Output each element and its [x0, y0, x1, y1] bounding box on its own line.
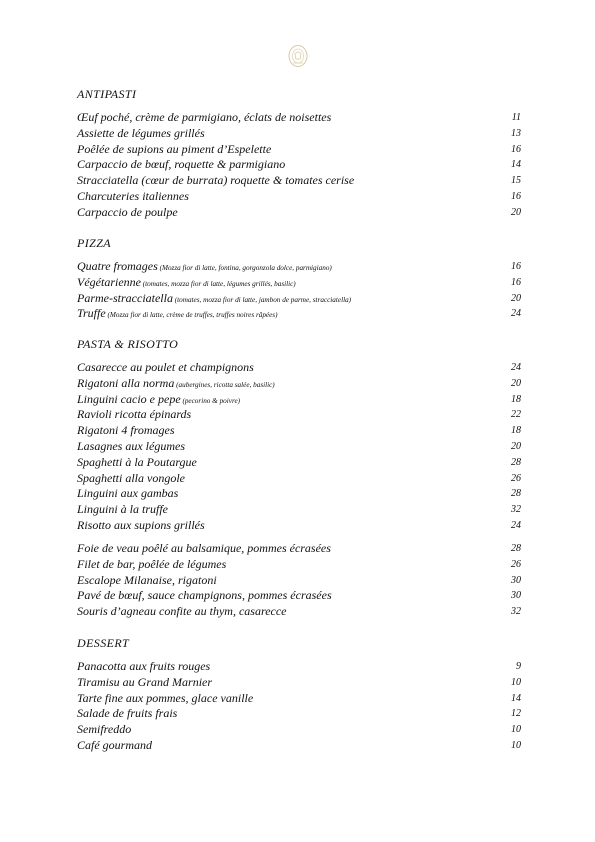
menu-item [77, 306, 521, 322]
dish-name: Végétarienne [77, 274, 141, 289]
menu-list [77, 259, 521, 322]
menu-item [77, 455, 521, 471]
section-title: ANTIPASTI [77, 87, 137, 101]
menu-item [77, 407, 521, 423]
menu-item [77, 659, 521, 675]
menu-item-price: 26 [511, 472, 521, 484]
dish-description: (Mozza fior di latte, fontina, gorgonzola dolce, parmigiano) [157, 264, 332, 272]
menu-item [77, 588, 521, 604]
menu-item-price: 24 [511, 519, 521, 531]
dish-name: Poêlée de supions au piment d’Espelette [77, 141, 272, 156]
menu-item-name [77, 110, 331, 126]
menu-item-price: 14 [511, 692, 521, 704]
menu-item [77, 173, 521, 189]
menu-item-price: 30 [511, 590, 521, 602]
menu-item-name [77, 573, 217, 589]
menu-item-price: 20 [511, 206, 521, 218]
menu-item-name [77, 407, 191, 423]
dish-name: Linguini à la truffe [77, 502, 169, 517]
menu-list [77, 110, 521, 221]
menu-item [77, 259, 521, 275]
menu-item-price: 20 [511, 292, 521, 304]
menu-item [77, 502, 521, 518]
menu-item-name [77, 423, 175, 439]
menu-item [77, 439, 521, 455]
dish-description: (tomates, mozza fior di latte, légumes grillés, basilic) [140, 279, 296, 288]
menu-item-price: 10 [511, 739, 521, 751]
menu-list [77, 659, 521, 754]
menu-item-price: 24 [511, 308, 521, 320]
menu-item-name [77, 486, 178, 502]
menu-item [77, 738, 521, 754]
dish-description: (aubergines, ricotta salée, basilic) [174, 380, 275, 389]
menu-item [77, 604, 521, 620]
dish-name: Lasagnes aux légumes [77, 438, 185, 453]
menu-item-name [77, 541, 331, 557]
menu-item [77, 291, 521, 307]
menu-item [77, 142, 521, 158]
dish-name: Parme-stracciatella [77, 290, 173, 305]
dish-description: (Mozza fior di latte, crème de truffes, truffes noires râpées) [105, 311, 278, 320]
menu-item-name [77, 557, 226, 573]
menu-item [77, 205, 521, 221]
menu-item-name [77, 142, 271, 158]
dish-name: Assiette de légumes grillés [77, 125, 205, 140]
section-title: PASTA & RISOTTO [77, 337, 179, 351]
menu-item [77, 573, 521, 589]
menu-item [77, 471, 521, 487]
dish-name: Carpaccio de poulpe [77, 204, 178, 219]
menu-item [77, 275, 521, 291]
dish-name: Ravioli ricotta épinards [77, 407, 192, 422]
menu-item-price: 20 [511, 440, 521, 452]
menu-item [77, 126, 521, 142]
dish-description: (pecorino & poivre) [180, 396, 241, 405]
menu-item-price: 20 [511, 377, 521, 389]
menu-item [77, 518, 521, 534]
menu-item-name [77, 205, 178, 221]
menu-item-name [77, 471, 185, 487]
menu-item-price: 24 [511, 362, 521, 373]
section-mains [77, 541, 521, 620]
dish-name: Linguini aux gambas [77, 486, 179, 501]
menu-item-name [77, 157, 285, 173]
dish-name: Carpaccio de bœuf, roquette & parmigiano [77, 157, 286, 172]
menu-item [77, 189, 521, 205]
menu-item-price: 30 [511, 574, 521, 586]
dish-name: Filet de bar, poêlée de légumes [77, 556, 227, 571]
menu-item-price: 13 [511, 127, 521, 139]
dish-name: Pavé de bœuf, sauce champignons, pommes écrasées [77, 588, 332, 603]
menu-item-name [77, 455, 197, 471]
menu-item [77, 541, 521, 557]
dish-name: Casarecce au poulet et champignons [77, 360, 254, 374]
menu-item-name [77, 189, 189, 205]
menu-item-price: 16 [511, 190, 521, 202]
menu-item-name [77, 588, 332, 604]
menu-item-price: 28 [511, 488, 521, 500]
dish-name: Linguini cacio e pepe [77, 391, 181, 406]
menu-item-price: 10 [511, 724, 521, 736]
dish-name: Truffe [77, 306, 106, 321]
menu-item-name [77, 126, 205, 142]
dish-name: Tiramisu au Grand Marnier [77, 674, 213, 689]
section-pizza [77, 235, 521, 322]
menu-item-price: 16 [511, 276, 521, 288]
menu-item [77, 486, 521, 502]
menu-item [77, 376, 521, 392]
dish-name: Panacotta aux fruits rouges [77, 659, 211, 673]
crest-emblem-icon [287, 44, 309, 68]
menu-item [77, 157, 521, 173]
menu-item-price: 10 [511, 676, 521, 688]
dish-name: Café gourmand [77, 737, 152, 752]
menu-item [77, 706, 521, 722]
dish-name: Spaghetti à la Poutargue [77, 454, 197, 469]
menu-item-name [77, 604, 287, 620]
menu-item-name [77, 306, 278, 324]
dish-name: Quatre fromages [77, 259, 158, 273]
menu-item-price: 15 [511, 175, 521, 187]
menu-item-price: 16 [511, 143, 521, 155]
section-pasta-risotto [77, 336, 521, 534]
menu-item [77, 691, 521, 707]
menu-item-price: 32 [511, 606, 521, 618]
menu-item-price: 32 [511, 504, 521, 516]
dish-name: Foie de veau poêlé au balsamique, pommes écrasées [77, 541, 331, 555]
dish-name: Rigatoni 4 fromages [77, 423, 175, 438]
menu-item-price: 26 [511, 558, 521, 570]
dish-name: Œuf poché, crème de parmigiano, éclats de noisettes [77, 110, 332, 124]
menu-item-name [77, 518, 205, 534]
dish-name: Rigatoni alla norma [77, 375, 175, 390]
section-title: DESSERT [77, 636, 130, 650]
menu-item-price: 22 [511, 409, 521, 421]
menu-item [77, 360, 521, 376]
section-dessert [77, 635, 521, 754]
menu-item-name [77, 691, 253, 707]
menu-item [77, 110, 521, 126]
menu-list [77, 360, 521, 534]
menu-item [77, 557, 521, 573]
dish-name: Spaghetti alla vongole [77, 470, 185, 485]
menu-item-price: 28 [511, 456, 521, 468]
dish-name: Escalope Milanaise, rigatoni [77, 572, 217, 587]
menu-item-price: 11 [511, 112, 521, 123]
menu-item-name [77, 173, 354, 189]
section-antipasti [77, 86, 521, 221]
dish-name: Souris d’agneau confite au thym, casarecce [77, 604, 287, 619]
dish-name: Semifreddo [77, 722, 132, 737]
menu-item-name [77, 706, 177, 722]
dish-name: Stracciatella (cœur de burrata) roquette & tomates cerise [77, 173, 355, 188]
menu-item-price: 12 [511, 708, 521, 720]
menu-item-name [77, 738, 152, 754]
dish-name: Tarte fine aux pommes, glace vanille [77, 690, 254, 705]
menu-item-price: 9 [516, 661, 521, 672]
menu-item-name [77, 439, 185, 455]
menu-list [77, 541, 521, 620]
menu-item [77, 722, 521, 738]
menu-item-name [77, 722, 131, 738]
menu-item-name [77, 502, 168, 518]
menu-item [77, 423, 521, 439]
menu-item-price: 16 [511, 261, 521, 272]
menu-item-price: 14 [511, 159, 521, 171]
menu-item-price: 18 [511, 425, 521, 437]
menu-item [77, 675, 521, 691]
menu-item-price: 28 [511, 543, 521, 554]
menu-item-name [77, 659, 210, 675]
dish-name: Risotto aux supions grillés [77, 517, 205, 532]
dish-name: Salade de fruits frais [77, 706, 178, 721]
dish-name: Charcuteries italiennes [77, 188, 189, 203]
menu-item [77, 392, 521, 408]
menu-item-name [77, 675, 212, 691]
menu-item-name [77, 360, 254, 376]
section-title: PIZZA [77, 236, 112, 250]
dish-description: (tomates, mozza fior di latte, jambon de parme, stracciatella) [172, 295, 352, 304]
menu-item-price: 18 [511, 393, 521, 405]
